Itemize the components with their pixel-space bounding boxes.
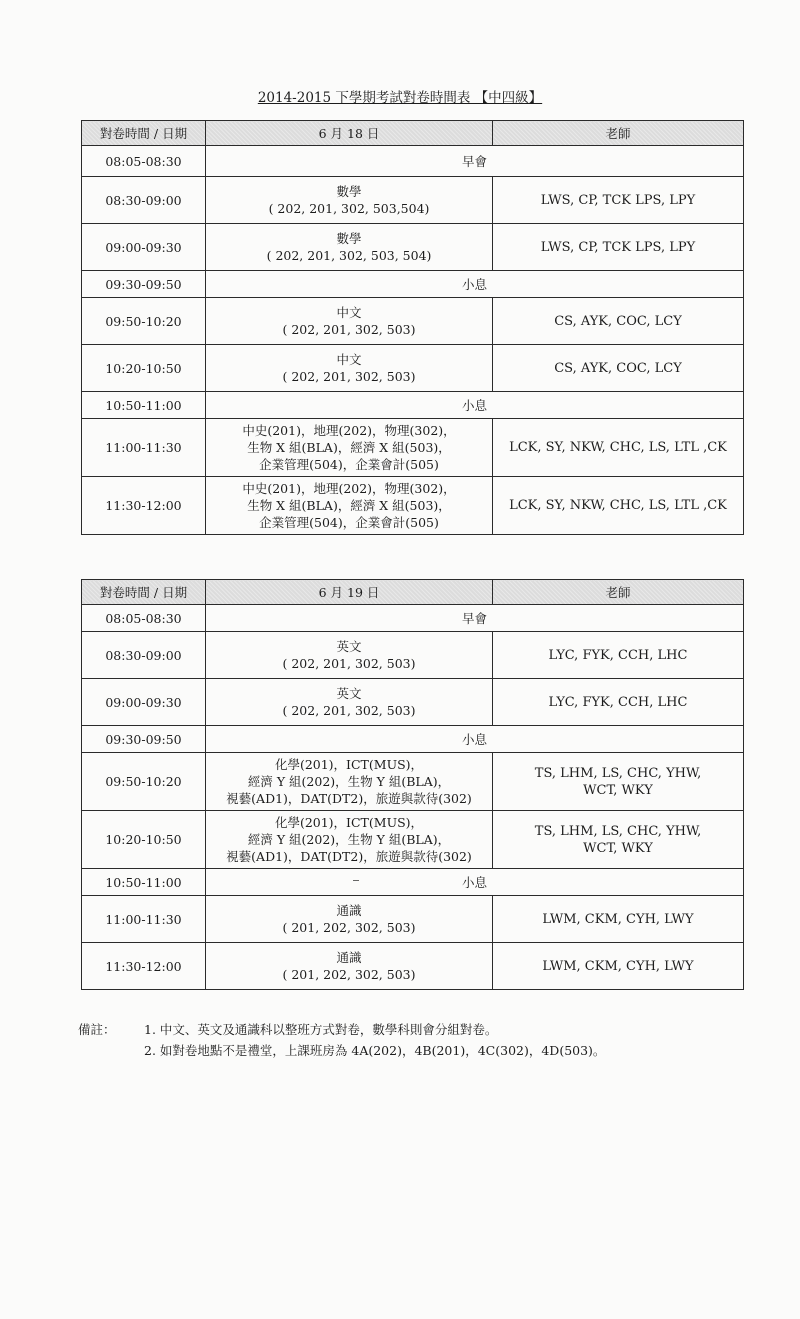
cell-line: WCT, WKY xyxy=(583,782,653,798)
cell-line: 經濟 Y 組(202)，生物 Y 組(BLA)， xyxy=(247,774,451,789)
cell-line: CS, AYK, COC, LCY xyxy=(554,360,682,376)
note-item: 2. 如對卷地點不是禮堂，上課班房為 4A(202)，4B(201)，4C(302)，4D(503)。 xyxy=(144,1043,606,1058)
time-slot-cell: 08:05-08:30 xyxy=(82,605,206,632)
cell-line: ( 202, 201, 302, 503) xyxy=(282,656,416,671)
cell-line: 數學 xyxy=(336,231,362,246)
cell-line: 化學(201)，ICT(MUS)， xyxy=(274,815,424,830)
subject-cell xyxy=(206,419,493,477)
header-time-date: 對卷時間 / 日期 xyxy=(82,121,206,146)
time-slot-cell: 09:00-09:30 xyxy=(82,224,206,271)
cell-line: 經濟 Y 組(202)，生物 Y 組(BLA)， xyxy=(247,832,451,847)
break-cell: 小息 xyxy=(206,726,744,753)
cell-line: CS, AYK, COC, LCY xyxy=(554,313,682,329)
break-cell: 早會 xyxy=(206,146,744,177)
header-date: 6 月 19 日 xyxy=(206,580,493,605)
time-slot-cell: 09:50-10:20 xyxy=(82,753,206,811)
time-slot-cell: 10:20-10:50 xyxy=(82,811,206,869)
table-row xyxy=(82,224,744,271)
notes-section xyxy=(78,1019,605,1061)
cell-line: LWM, CKM, CYH, LWY xyxy=(542,911,694,927)
cell-line: 視藝(AD1)，DAT(DT2)，旅遊與款待(302) xyxy=(226,791,472,806)
note-item: 1. 中文、英文及通識科以整班方式對卷，數學科則會分組對卷。 xyxy=(144,1022,498,1037)
subject-cell xyxy=(206,177,493,224)
schedule-table-june-19 xyxy=(81,579,744,990)
cell-line: ( 202, 201, 302, 503) xyxy=(282,322,416,337)
subject-cell xyxy=(206,477,493,535)
cell-line: ( 202, 201, 302, 503,504) xyxy=(268,201,430,216)
time-slot-cell: 08:30-09:00 xyxy=(82,177,206,224)
cell-line: 中史(201)，地理(202)，物理(302)， xyxy=(242,481,456,496)
time-slot-cell: 11:30-12:00 xyxy=(82,943,206,990)
cell-line: ( 202, 201, 302, 503) xyxy=(282,369,416,384)
table-row xyxy=(82,896,744,943)
cell-line: ( 201, 202, 302, 503) xyxy=(282,967,416,982)
cell-line: 中文 xyxy=(336,352,362,367)
teachers-cell xyxy=(493,345,744,392)
table-row xyxy=(82,298,744,345)
cell-line: ( 202, 201, 302, 503) xyxy=(282,703,416,718)
cell-line: LYC, FYK, CCH, LHC xyxy=(548,694,688,710)
time-slot-cell: 11:00-11:30 xyxy=(82,896,206,943)
time-slot-cell: 11:00-11:30 xyxy=(82,419,206,477)
teachers-cell xyxy=(493,632,744,679)
table-row xyxy=(82,811,744,869)
teachers-cell xyxy=(493,896,744,943)
cell-line: LCK, SY, NKW, CHC, LS, LTL ,CK xyxy=(509,498,727,513)
table-row xyxy=(82,632,744,679)
cell-line: LWS, CP, TCK LPS, LPY xyxy=(540,239,696,255)
schedule-table-june-18 xyxy=(81,120,744,535)
teachers-cell xyxy=(493,419,744,477)
cell-line: LWM, CKM, CYH, LWY xyxy=(542,958,694,974)
cell-line: TS, LHM, LS, CHC, YHW, xyxy=(534,765,702,781)
header-date: 6 月 18 日 xyxy=(206,121,493,146)
subject-cell xyxy=(206,224,493,271)
subject-cell xyxy=(206,896,493,943)
table-row xyxy=(82,146,744,177)
time-slot-cell: 09:30-09:50 xyxy=(82,271,206,298)
table-row xyxy=(82,605,744,632)
time-slot-cell: 10:50-11:00 xyxy=(82,869,206,896)
header-teachers: 老師 xyxy=(493,121,744,146)
teachers-cell xyxy=(493,298,744,345)
cell-line: LCK, SY, NKW, CHC, LS, LTL ,CK xyxy=(509,440,727,455)
table-row xyxy=(82,419,744,477)
table-row xyxy=(82,345,744,392)
cell-line: 中文 xyxy=(336,305,362,320)
subject-cell xyxy=(206,679,493,726)
header-teachers: 老師 xyxy=(493,580,744,605)
table-row xyxy=(82,943,744,990)
time-slot-cell: 10:50-11:00 xyxy=(82,392,206,419)
cell-line: 生物 X 組(BLA)，經濟 X 組(503)， xyxy=(247,440,451,455)
table-row xyxy=(82,869,744,896)
stray-mark xyxy=(353,880,359,881)
teachers-cell xyxy=(493,177,744,224)
cell-line: ( 201, 202, 302, 503) xyxy=(282,920,416,935)
time-slot-cell: 11:30-12:00 xyxy=(82,477,206,535)
cell-line: 化學(201)，ICT(MUS)， xyxy=(274,757,424,772)
teachers-cell xyxy=(493,943,744,990)
page-title: 2014-2015 下學期考試對卷時間表 【中四級】 xyxy=(257,90,543,106)
cell-line: TS, LHM, LS, CHC, YHW, xyxy=(534,823,702,839)
table-row xyxy=(82,177,744,224)
time-slot-cell: 09:50-10:20 xyxy=(82,298,206,345)
teachers-cell xyxy=(493,477,744,535)
cell-line: 視藝(AD1)，DAT(DT2)，旅遊與款待(302) xyxy=(226,849,472,864)
cell-line: 生物 X 組(BLA)，經濟 X 組(503)， xyxy=(247,498,451,513)
cell-line: 中史(201)，地理(202)，物理(302)， xyxy=(242,423,456,438)
table-header-row xyxy=(82,580,744,605)
break-cell: 小息 xyxy=(206,271,744,298)
subject-cell xyxy=(206,811,493,869)
cell-line: LWS, CP, TCK LPS, LPY xyxy=(540,192,696,208)
cell-line: LYC, FYK, CCH, LHC xyxy=(548,647,688,663)
cell-line: 英文 xyxy=(336,639,362,654)
cell-line: ( 202, 201, 302, 503, 504) xyxy=(266,248,432,263)
subject-cell xyxy=(206,943,493,990)
cell-line: 企業管理(504)，企業會計(505) xyxy=(259,515,439,530)
time-slot-cell: 08:30-09:00 xyxy=(82,632,206,679)
subject-cell xyxy=(206,298,493,345)
cell-line: 英文 xyxy=(336,686,362,701)
break-cell: 早會 xyxy=(206,605,744,632)
notes-label: 備註： xyxy=(78,1022,116,1037)
table-row xyxy=(82,726,744,753)
cell-line: 通識 xyxy=(336,950,362,965)
break-cell: 小息 xyxy=(206,392,744,419)
subject-cell xyxy=(206,753,493,811)
subject-cell xyxy=(206,632,493,679)
table-header-row xyxy=(82,121,744,146)
table-row xyxy=(82,753,744,811)
teachers-cell xyxy=(493,679,744,726)
time-slot-cell: 08:05-08:30 xyxy=(82,146,206,177)
time-slot-cell: 09:30-09:50 xyxy=(82,726,206,753)
time-slot-cell: 09:00-09:30 xyxy=(82,679,206,726)
table-row xyxy=(82,392,744,419)
table-row xyxy=(82,271,744,298)
time-slot-cell: 10:20-10:50 xyxy=(82,345,206,392)
table-row xyxy=(82,679,744,726)
cell-line: WCT, WKY xyxy=(583,840,653,856)
subject-cell xyxy=(206,345,493,392)
teachers-cell xyxy=(493,224,744,271)
cell-line: 企業管理(504)，企業會計(505) xyxy=(259,457,439,472)
table-row xyxy=(82,477,744,535)
cell-line: 通識 xyxy=(336,903,362,918)
teachers-cell xyxy=(493,811,744,869)
cell-line: 數學 xyxy=(336,184,362,199)
header-time-date: 對卷時間 / 日期 xyxy=(82,580,206,605)
teachers-cell xyxy=(493,753,744,811)
break-cell: 小息 xyxy=(206,869,744,896)
